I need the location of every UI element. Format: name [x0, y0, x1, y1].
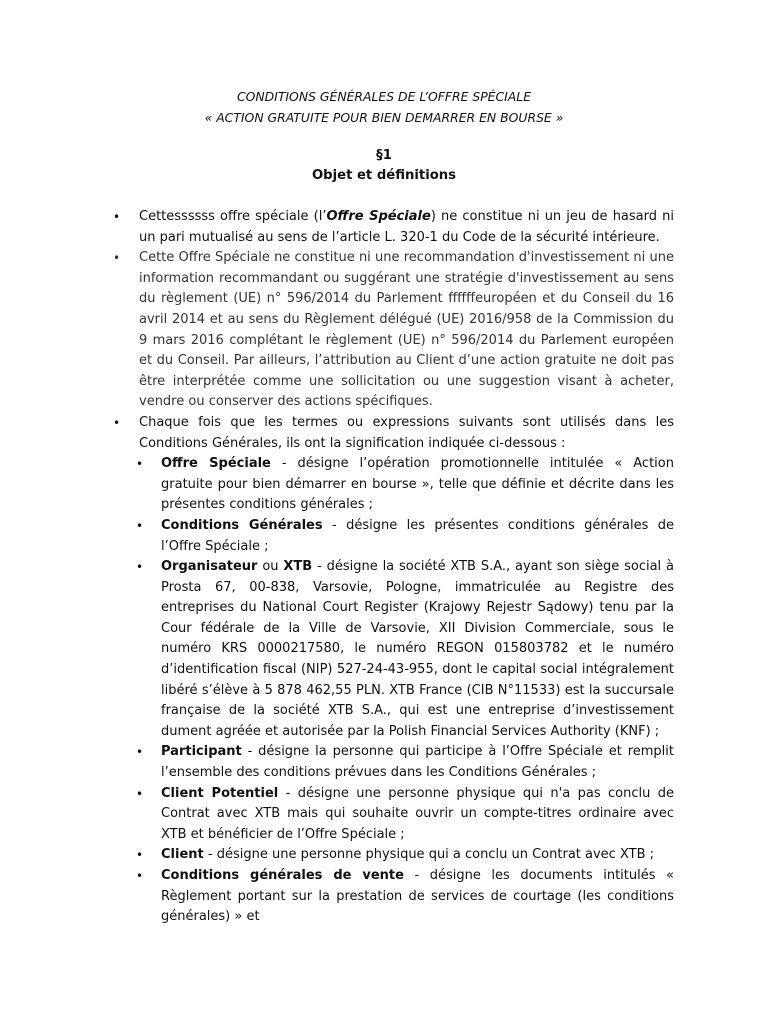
- definition-text: - désigne une personne physique qui a conclu un Contrat avec XTB ;: [203, 847, 655, 863]
- document-body: [94, 207, 674, 928]
- bullet-icon: •: [136, 745, 144, 760]
- definition-term: Offre Spéciale: [161, 456, 271, 472]
- definition-text: - désigne une personne physique qui n'a pas conclu de Contrat avec XTB mais qui souhaite ouvrir un compte-titres ordinaire avec XTB et bénéficier de l’Offre Spéciale ;: [161, 785, 675, 842]
- bullet-icon: •: [113, 251, 121, 266]
- definition-item: [94, 742, 674, 783]
- definition-term: Conditions générales de vente: [161, 868, 404, 883]
- definition-connector: ou: [257, 559, 284, 575]
- definition-text: - désigne les présentes conditions générales de l’Offre Spéciale ;: [161, 517, 674, 554]
- bullet-icon: •: [113, 415, 121, 430]
- item-text: Cette Offre Spéciale ne constitue ni une recommandation d'investissement ni une information recommandant ou suggérant une stratégie d'investissement au sens du règlement (UE) n° 596/2014 du Parlement ffffffeuropéen et du Conseil du 16 avril 2014 et au sens du Règlement délégué (UE) 2016/958 de la Commission du 9 mars 2016 complétant le règlement (UE) n° 596/2014 du Parlement européen et du Conseil. Par ailleurs, l’attribution au Client d’une action gratuite ne doit pas être interprétée comme une sollicitation ou une suggestion visant à acheter, vendre ou conserver des actions spécifiques.: [139, 250, 674, 410]
- bullet-icon: •: [136, 560, 144, 575]
- definition-term: XTB: [283, 559, 313, 575]
- section-number: §1: [376, 148, 392, 163]
- definition-item: [94, 454, 674, 516]
- document-title-line-2: « ACTION GRATUITE POUR BIEN DEMARRER EN BOURSE »: [204, 110, 564, 125]
- definition-term: Conditions Générales: [161, 517, 323, 533]
- definition-text: - désigne la personne qui participe à l’Offre Spéciale et remplit l’ensemble des conditions prévues dans les Conditions Générales ;: [161, 744, 674, 781]
- definition-term: Participant: [161, 744, 242, 760]
- definition-term: Client Potentiel: [161, 785, 279, 801]
- definition-text: - désigne les documents intitulés « Règlement portant sur la prestation de services de courtage (les conditions générales) » et: [161, 868, 674, 925]
- document-title-line-1: CONDITIONS GÉNÉRALES DE L’OFFRE SPÉCIALE: [236, 89, 532, 104]
- definition-item: [94, 516, 674, 557]
- bullet-icon: •: [136, 457, 144, 472]
- bullet-icon: •: [136, 848, 144, 863]
- definition-term: Client: [161, 847, 204, 863]
- definition-text: - désigne la société XTB S.A., ayant son siège social à Prosta 67, 00-838, Varsovie, Pologne, immatriculée au Registre des entreprises du National Court Register (Krajowy Rejestr Sądowy) tenu par la Cour fédérale de la Ville de Varsovie, XII Division Commerciale, sous le numéro KRS 0000217580, le numéro REGON 015803782 et le numéro d’identification fiscal (NIP) 527-24-43-955, dont le capital social intégralement libéré s’élève à 5 878 462,55 PLN. XTB France (CIB N°11533) est la succursale française de la société XTB S.A., qui est une entreprise d’investissement dument agréée et autorisée par la Polish Financial Services Authority (KNF) ;: [161, 559, 674, 739]
- bullet-icon: •: [113, 210, 121, 224]
- definition-item: [94, 866, 674, 928]
- bullet-icon: •: [136, 518, 144, 533]
- section-title: Objet et définitions: [311, 168, 457, 183]
- bullet-icon: •: [136, 786, 144, 801]
- definition-item: [94, 784, 674, 846]
- list-item: [94, 207, 674, 248]
- item-text: Cettessssss offre spéciale (l’: [139, 209, 327, 224]
- list-item: [94, 413, 674, 454]
- item-text: ) ne constitue ni un jeu de hasard ni un pari mutualisé au sens de l’article L. 320-1 du Code de la sécurité intérieure.: [139, 209, 674, 245]
- bullet-icon: •: [136, 869, 144, 883]
- bullet-list: [94, 207, 674, 928]
- item-text: Chaque fois que les termes ou expressions suivants sont utilisés dans les Conditions Générales, ils ont la signification indiquée ci-dessous :: [139, 414, 674, 451]
- definition-item: [94, 557, 674, 742]
- list-item: [94, 248, 674, 413]
- definition-term: Organisateur: [161, 559, 258, 575]
- definition-text: - désigne l’opération promotionnelle intitulée « Action gratuite pour bien démarrer en bourse », telle que définie et décrite dans les présentes conditions générales ;: [161, 456, 674, 513]
- defined-term: Offre Spéciale: [326, 209, 431, 224]
- definition-item: [94, 845, 674, 866]
